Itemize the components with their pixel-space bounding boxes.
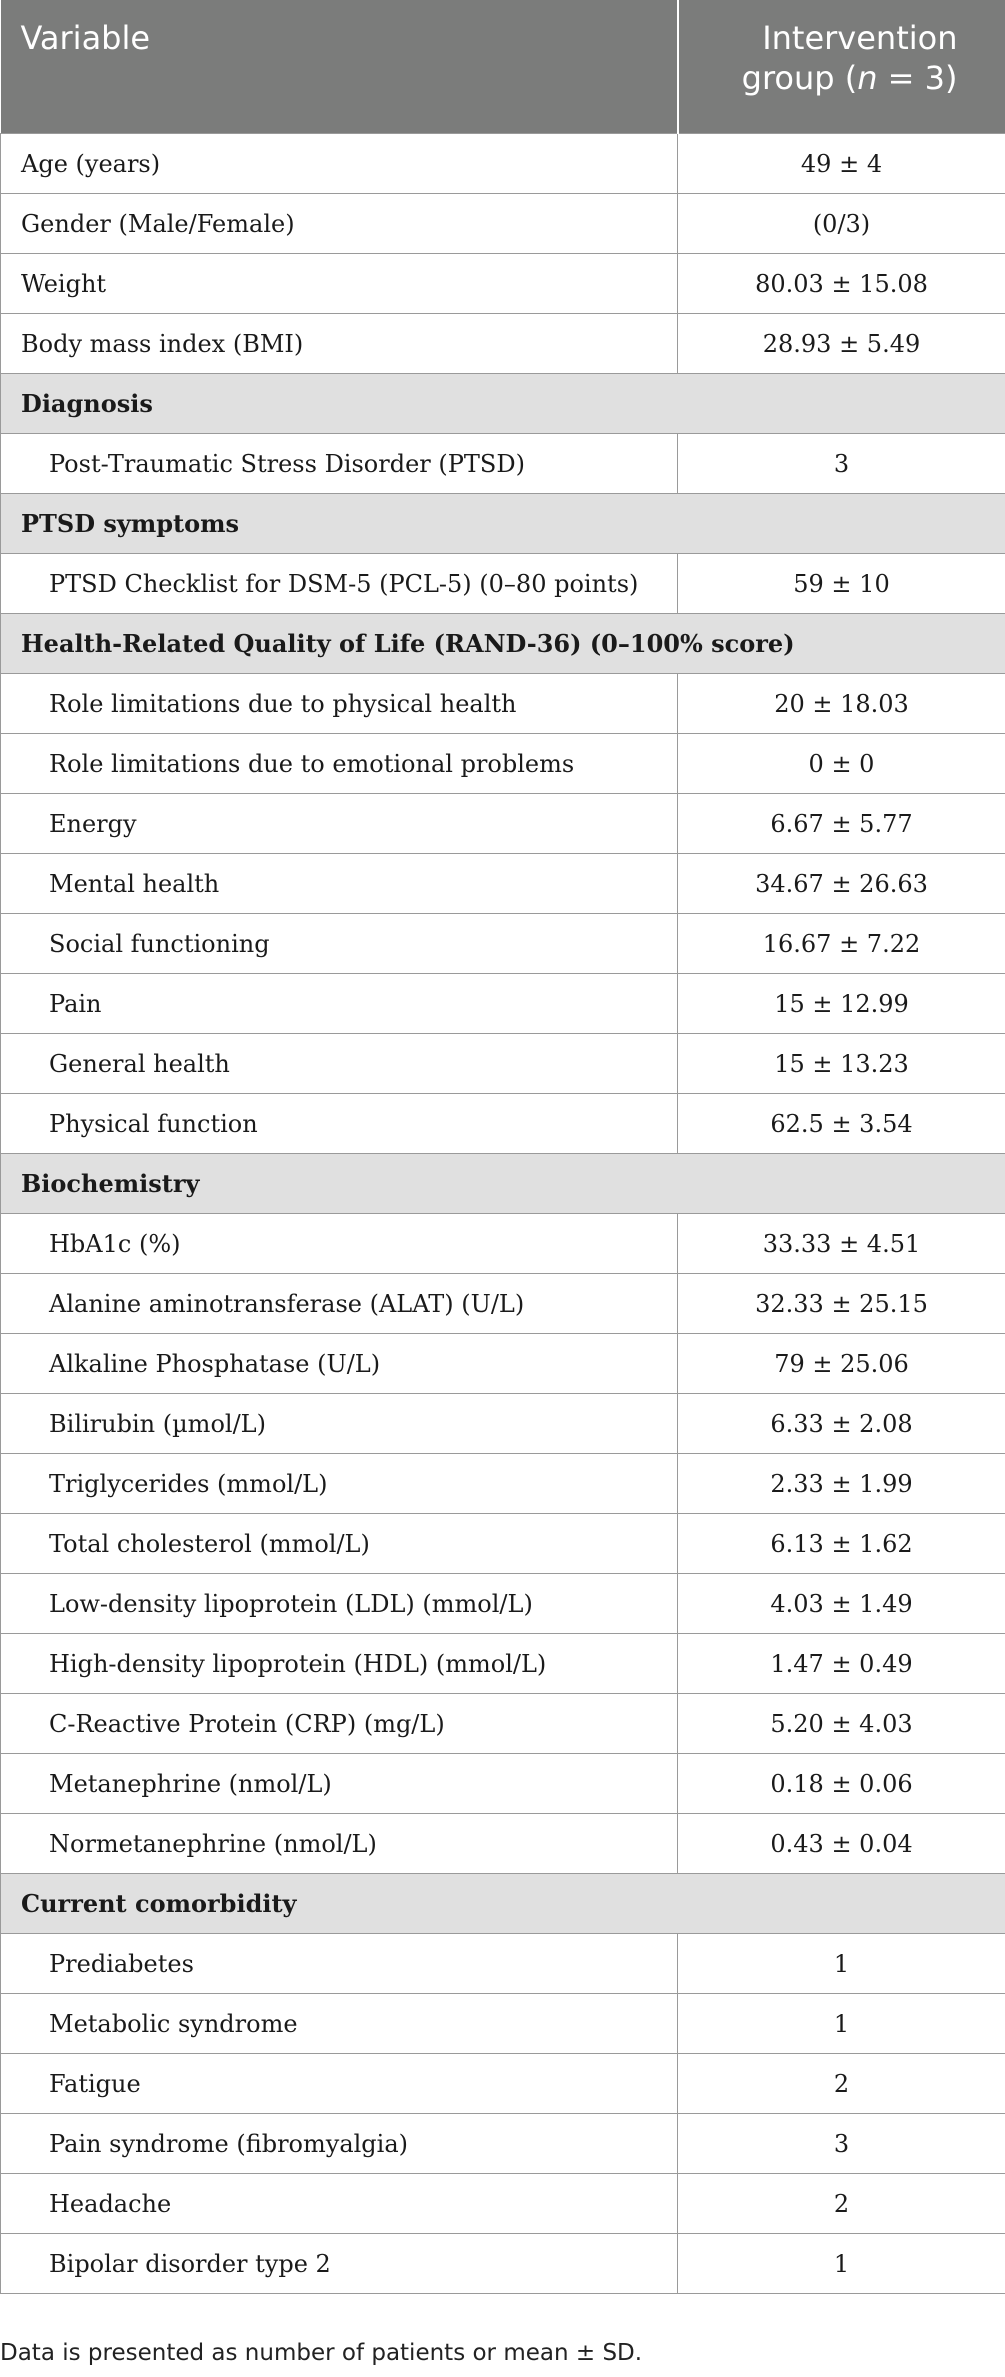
header-variable: Variable xyxy=(1,0,678,134)
row-value: 1.47 ± 0.49 xyxy=(678,1634,1005,1694)
row-value: 79 ± 25.06 xyxy=(678,1334,1005,1394)
row-variable: Total cholesterol (mmol/L) xyxy=(1,1514,678,1574)
row-value: 1 xyxy=(678,1994,1005,2054)
table-row xyxy=(1,1094,1005,1154)
table-row xyxy=(1,1274,1005,1334)
row-value: 1 xyxy=(678,2234,1005,2294)
row-value: 0.18 ± 0.06 xyxy=(678,1754,1005,1814)
section-row xyxy=(1,1154,1005,1214)
row-variable: High-density lipoprotein (HDL) (mmol/L) xyxy=(1,1634,678,1694)
row-variable: Metabolic syndrome xyxy=(1,1994,678,2054)
row-value: 49 ± 4 xyxy=(678,134,1005,194)
row-value: 5.20 ± 4.03 xyxy=(678,1694,1005,1754)
row-value: (0/3) xyxy=(678,194,1005,254)
row-value: 33.33 ± 4.51 xyxy=(678,1214,1005,1274)
row-variable: Gender (Male/Female) xyxy=(1,194,678,254)
row-value: 15 ± 12.99 xyxy=(678,974,1005,1034)
header-group-n: n xyxy=(857,59,878,97)
table-row xyxy=(1,2234,1005,2294)
table-row xyxy=(1,854,1005,914)
table-row xyxy=(1,194,1005,254)
section-label: Current comorbidity xyxy=(1,1874,1005,1934)
table-row xyxy=(1,794,1005,854)
section-row xyxy=(1,1874,1005,1934)
table-row xyxy=(1,314,1005,374)
row-value: 15 ± 13.23 xyxy=(678,1034,1005,1094)
row-value: 0.43 ± 0.04 xyxy=(678,1814,1005,1874)
table-row xyxy=(1,1454,1005,1514)
table-row xyxy=(1,734,1005,794)
table-footnote: Data is presented as number of patients or mean ± SD. xyxy=(0,2340,643,2366)
table-row xyxy=(1,1934,1005,1994)
row-variable: Body mass index (BMI) xyxy=(1,314,678,374)
row-variable: HbA1c (%) xyxy=(1,1214,678,1274)
row-variable: Role limitations due to physical health xyxy=(1,674,678,734)
row-variable: Post-Traumatic Stress Disorder (PTSD) xyxy=(1,434,678,494)
row-variable: Bilirubin (µmol/L) xyxy=(1,1394,678,1454)
table-row xyxy=(1,1634,1005,1694)
table-header xyxy=(1,0,1005,134)
table-row xyxy=(1,1334,1005,1394)
table-row xyxy=(1,1514,1005,1574)
table-row xyxy=(1,974,1005,1034)
row-value: 3 xyxy=(678,2114,1005,2174)
table-row xyxy=(1,1814,1005,1874)
table-row xyxy=(1,1994,1005,2054)
row-value: 6.13 ± 1.62 xyxy=(678,1514,1005,1574)
table-row xyxy=(1,1574,1005,1634)
table-row xyxy=(1,2174,1005,2234)
row-variable: Energy xyxy=(1,794,678,854)
row-variable: Mental health xyxy=(1,854,678,914)
table-row xyxy=(1,254,1005,314)
row-variable: Role limitations due to emotional problems xyxy=(1,734,678,794)
table-row xyxy=(1,1394,1005,1454)
row-variable: Normetanephrine (nmol/L) xyxy=(1,1814,678,1874)
section-row xyxy=(1,374,1005,434)
table-row xyxy=(1,554,1005,614)
row-value: 2 xyxy=(678,2174,1005,2234)
header-group-line2-pre: group ( xyxy=(741,59,858,97)
row-variable: Low-density lipoprotein (LDL) (mmol/L) xyxy=(1,1574,678,1634)
table-row xyxy=(1,1754,1005,1814)
section-label: Health-Related Quality of Life (RAND-36) (0–100% score) xyxy=(1,614,1005,674)
row-value: 34.67 ± 26.63 xyxy=(678,854,1005,914)
row-variable: Headache xyxy=(1,2174,678,2234)
row-variable: Triglycerides (mmol/L) xyxy=(1,1454,678,1514)
row-value: 2 xyxy=(678,2054,1005,2114)
row-value: 16.67 ± 7.22 xyxy=(678,914,1005,974)
table-row xyxy=(1,434,1005,494)
row-value: 62.5 ± 3.54 xyxy=(678,1094,1005,1154)
section-label: Diagnosis xyxy=(1,374,1005,434)
header-intervention-group xyxy=(678,0,1005,134)
row-variable: Fatigue xyxy=(1,2054,678,2114)
row-variable: Pain xyxy=(1,974,678,1034)
section-row xyxy=(1,494,1005,554)
row-variable: General health xyxy=(1,1034,678,1094)
header-group-line1: Intervention xyxy=(762,19,958,57)
row-variable: Alkaline Phosphatase (U/L) xyxy=(1,1334,678,1394)
row-variable: Physical function xyxy=(1,1094,678,1154)
row-value: 6.67 ± 5.77 xyxy=(678,794,1005,854)
row-variable: Prediabetes xyxy=(1,1934,678,1994)
row-variable: Alanine aminotransferase (ALAT) (U/L) xyxy=(1,1274,678,1334)
table-row xyxy=(1,2114,1005,2174)
table-row xyxy=(1,1034,1005,1094)
row-value: 4.03 ± 1.49 xyxy=(678,1574,1005,1634)
row-variable: Social functioning xyxy=(1,914,678,974)
row-variable: Weight xyxy=(1,254,678,314)
row-value: 0 ± 0 xyxy=(678,734,1005,794)
row-value: 1 xyxy=(678,1934,1005,1994)
row-variable: PTSD Checklist for DSM-5 (PCL-5) (0–80 points) xyxy=(1,554,678,614)
table-row xyxy=(1,914,1005,974)
row-variable: Metanephrine (nmol/L) xyxy=(1,1754,678,1814)
section-label: Biochemistry xyxy=(1,1154,1005,1214)
header-row xyxy=(1,0,1005,134)
table-body xyxy=(1,134,1005,2294)
table-row xyxy=(1,2054,1005,2114)
row-variable: Pain syndrome (fibromyalgia) xyxy=(1,2114,678,2174)
table-row xyxy=(1,1694,1005,1754)
row-value: 3 xyxy=(678,434,1005,494)
table-row xyxy=(1,674,1005,734)
section-row xyxy=(1,614,1005,674)
row-value: 28.93 ± 5.49 xyxy=(678,314,1005,374)
table-row xyxy=(1,134,1005,194)
table-row xyxy=(1,1214,1005,1274)
row-value: 80.03 ± 15.08 xyxy=(678,254,1005,314)
row-variable: Age (years) xyxy=(1,134,678,194)
row-value: 6.33 ± 2.08 xyxy=(678,1394,1005,1454)
row-value: 32.33 ± 25.15 xyxy=(678,1274,1005,1334)
section-label: PTSD symptoms xyxy=(1,494,1005,554)
row-variable: Bipolar disorder type 2 xyxy=(1,2234,678,2294)
row-value: 59 ± 10 xyxy=(678,554,1005,614)
header-group-line2-post: = 3) xyxy=(877,59,958,97)
row-variable: C-Reactive Protein (CRP) (mg/L) xyxy=(1,1694,678,1754)
row-value: 2.33 ± 1.99 xyxy=(678,1454,1005,1514)
row-value: 20 ± 18.03 xyxy=(678,674,1005,734)
